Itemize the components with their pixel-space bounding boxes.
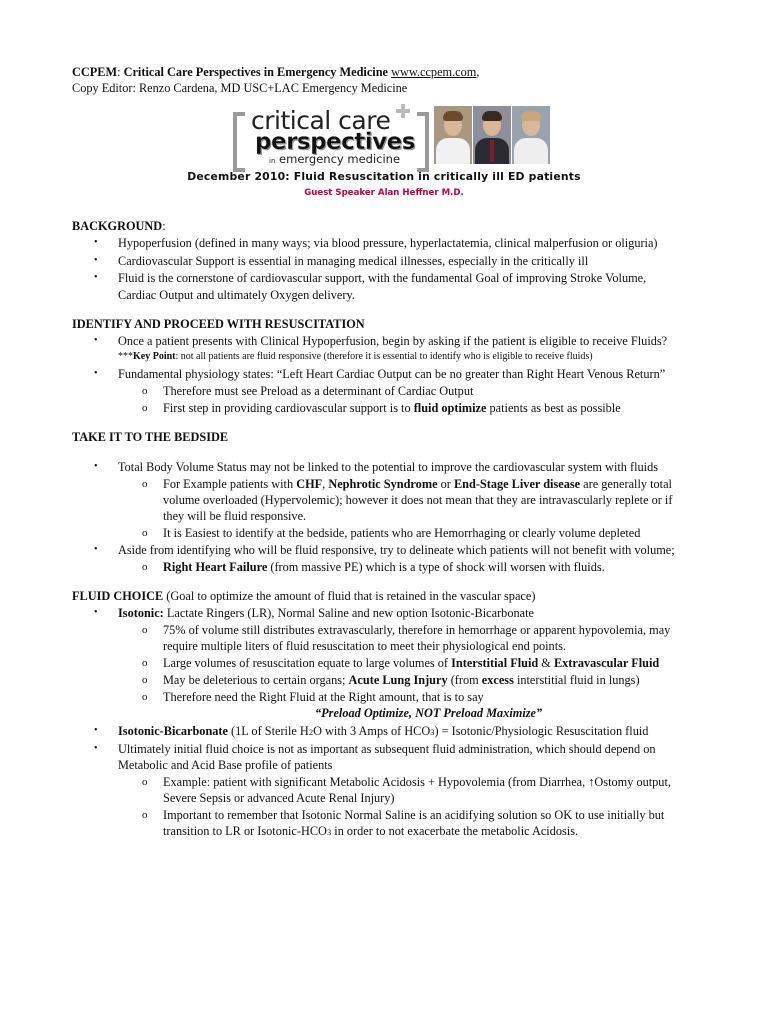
bullet-icon: • (94, 725, 98, 736)
sub-list-item-continued: volume overloaded (Hypervolemic); however it does not mean that they are intravascularly replete or if (163, 493, 673, 507)
section-heading-identify: IDENTIFY AND PROCEED WITH RESUSCITATION (72, 317, 365, 331)
guest-speaker: Guest Speaker Alan Heffner M.D. (304, 188, 464, 198)
sub-list-item-continued: require multiple liters of fluid resuscitation to meet their physiological end points. (163, 639, 566, 653)
list-item: Isotonic: Lactate Ringers (LR), Normal Saline and new option Isotonic-Bicarbonate (118, 606, 534, 620)
list-item: Ultimately initial fluid choice is not as important as subsequent fluid administration, which should depend on (118, 742, 656, 756)
logo-text-emergency-medicine: in emergency medicine (269, 152, 401, 166)
ccpem-logo (233, 108, 429, 166)
list-item: Aside from identifying who will be fluid responsive, try to delineate which patients will not benefit with volume; (118, 543, 675, 557)
bullet-icon: • (94, 335, 98, 346)
sub-list-item: Important to remember that Isotonic Normal Saline is an acidifying solution so OK to use initially but (163, 808, 665, 822)
bullet-icon: • (94, 272, 98, 283)
bullet-icon: • (94, 368, 98, 379)
sub-bullet-icon: o (142, 385, 148, 397)
sub-list-item: Therefore need the Right Fluid at the Right amount, that is to say (163, 690, 484, 704)
bullet-icon: • (94, 237, 98, 248)
sub-bullet-icon: o (142, 674, 148, 686)
list-item: Once a patient presents with Clinical Hypoperfusion, begin by asking if the patient is eligible to receive Fluids? (118, 334, 668, 348)
sub-list-item: Large volumes of resuscitation equate to large volumes of Interstitial Fluid & Extravascular Fluid (163, 656, 660, 670)
sub-list-item-continued: Severe Sepsis or advanced Acute Renal Injury) (163, 791, 395, 805)
up-arrow-icon: ↑ (588, 775, 595, 789)
sub-list-item: Right Heart Failure (from massive PE) which is a type of shock will worsen with fluids. (163, 560, 605, 574)
org-abbrev: CCPEM (72, 65, 118, 79)
list-item-continued: Cardiac Output and ultimately Oxygen delivery. (118, 288, 355, 302)
list-item-continued: Metabolic and Acid Base profile of patients (118, 758, 333, 772)
sub-bullet-icon: o (142, 691, 148, 703)
list-item: Hypoperfusion (defined in many ways; via blood pressure, hyperlactatemia, clinical malperfusion or oliguria) (118, 236, 658, 250)
speaker-photo-1 (434, 106, 472, 164)
key-point-note: ***Key Point: not all patients are fluid responsive (therefore it is essential to identify who is eligible to receive fluids) (118, 351, 593, 362)
list-item: Isotonic-Bicarbonate (1L of Sterile H2O with 3 Amps of HCO3) = Isotonic/Physiologic Resuscitation fluid (118, 724, 649, 738)
sub-list-item: For Example patients with CHF, Nephrotic Syndrome or End-Stage Liver disease are generally total (163, 477, 672, 491)
sub-list-item-continued: transition to LR or Isotonic-HCO3 in order to not exacerbate the metabolic Acidosis. (163, 824, 579, 838)
section-heading-background: BACKGROUND: (72, 219, 166, 233)
copy-editor-line: Copy Editor: Renzo Cardena, MD USC+LAC Emergency Medicine (72, 81, 408, 95)
sub-list-item-continued: they will be fluid responsive. (163, 509, 307, 523)
bullet-icon: • (94, 461, 98, 472)
section-heading-bedside: TAKE IT TO THE BEDSIDE (72, 430, 229, 444)
list-item: Fluid is the cornerstone of cardiovascular support, with the fundamental Goal of improving Stroke Volume, (118, 271, 647, 285)
sub-list-item: 75% of volume still distributes extravascularly, therefore in hemorrhage or apparent hypovolemia, may (163, 623, 671, 637)
sub-bullet-icon: o (142, 776, 148, 788)
bullet-icon: • (94, 743, 98, 754)
list-item: Total Body Volume Status may not be linked to the potential to improve the cardiovascular system with fluids (118, 460, 659, 474)
bullet-icon: • (94, 544, 98, 555)
ccpem-banner (233, 104, 545, 166)
document-title: December 2010: Fluid Resuscitation in critically ill ED patients (187, 170, 581, 183)
sub-bullet-icon: o (142, 561, 148, 573)
speaker-photo-2 (473, 106, 511, 164)
logo-text-critical-care: critical care (251, 106, 391, 135)
sub-bullet-icon: o (142, 657, 148, 669)
key-quote: “Preload Optimize, NOT Preload Maximize” (315, 706, 543, 720)
sub-list-item: Therefore must see Preload as a determinant of Cardiac Output (163, 384, 474, 398)
org-full-name: Critical Care Perspectives in Emergency Medicine (123, 65, 389, 79)
logo-left-bracket (233, 112, 245, 172)
sub-bullet-icon: o (142, 809, 148, 821)
list-item: Cardiovascular Support is essential in managing medical illnesses, especially in the critically ill (118, 254, 589, 268)
sub-list-item: First step in providing cardiovascular support is to fluid optimize patients as best as possible (163, 401, 621, 415)
header-line-1: CCPEM: Critical Care Perspectives in Emergency Medicine www.ccpem.com, (72, 65, 480, 79)
sub-bullet-icon: o (142, 478, 148, 490)
logo-text-perspectives: perspectives (255, 129, 415, 155)
bullet-icon: • (94, 607, 98, 618)
list-item: Fundamental physiology states: “Left Heart Cardiac Output can be no greater than Right Heart Venous Return” (118, 367, 666, 381)
sub-bullet-icon: o (142, 624, 148, 636)
logo-right-bracket (417, 112, 429, 172)
sub-list-item: May be deleterious to certain organs; Acute Lung Injury (from excess interstitial fluid in lungs) (163, 673, 640, 687)
speaker-photo-3 (512, 106, 550, 164)
section-heading-fluid-choice: FLUID CHOICE (Goal to optimize the amount of fluid that is retained in the vascular space) (72, 589, 536, 603)
bullet-icon: • (94, 255, 98, 266)
sub-list-item: Example: patient with significant Metabolic Acidosis + Hypovolemia (from Diarrhea, ↑Ostomy output, (163, 775, 671, 789)
sub-bullet-icon: o (142, 527, 148, 539)
website-link[interactable]: www.ccpem.com (391, 65, 477, 79)
sub-list-item: It is Easiest to identify at the bedside, patients who are Hemorrhaging or clearly volume depleted (163, 526, 641, 540)
sub-bullet-icon: o (142, 402, 148, 414)
medical-cross-icon (396, 104, 410, 118)
